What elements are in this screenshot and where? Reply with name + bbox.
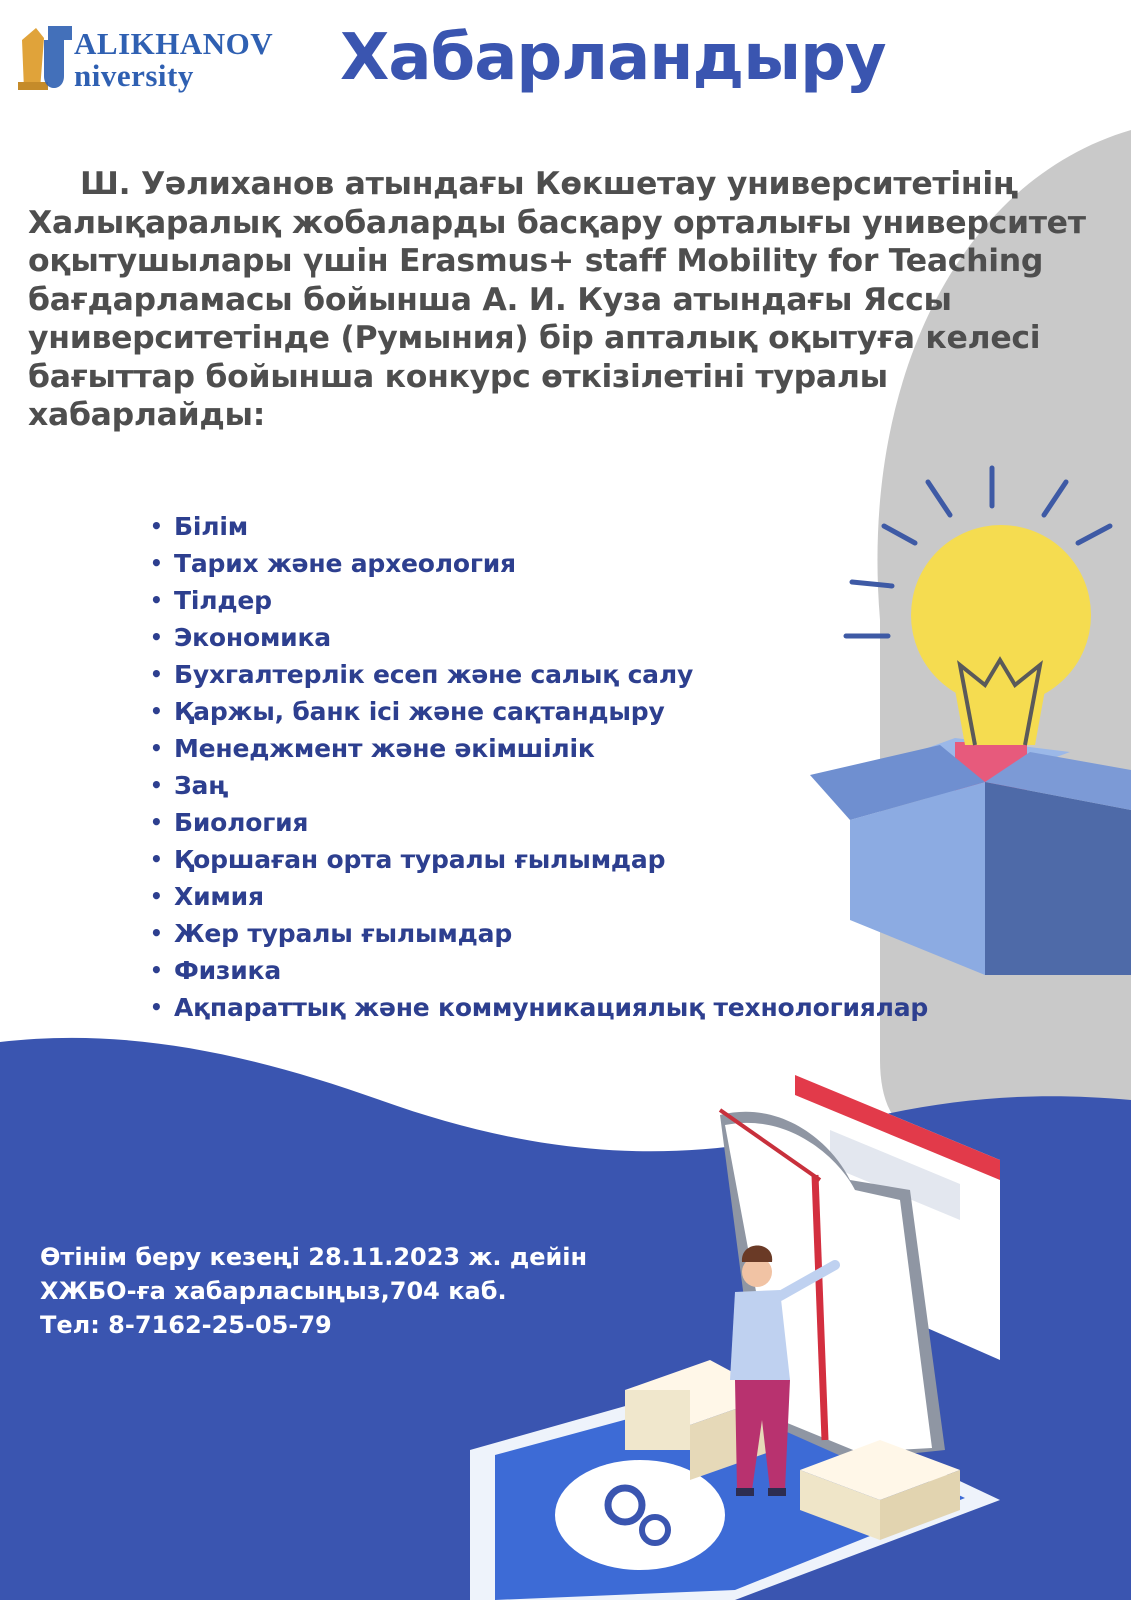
list-item: • Физика [150,952,928,989]
logo-text-line2: niversity [74,58,194,93]
announcement-text: Ш. Уәлиханов атындағы Көкшетау университетінің Халықаралық жобаларды басқару орталығы университет оқытушылары үшін Erasmus+ staff Mobility for Teaching бағдарламасы бойынша А. И. Куза атындағы Яссы университетінде (Румыния) бір апталық оқытуға келесі бағыттар бойынша конкурс өткізілетіні туралы хабарлайды: [28,166,1086,433]
list-item: • Химия [150,878,928,915]
list-item: • Тілдер [150,582,928,619]
list-item: • Қоршаған орта туралы ғылымдар [150,841,928,878]
logo-text-line1: ALIKHANOV [74,26,274,61]
phone-number: Тел: 8-7162-25-05-79 [40,1311,332,1339]
list-item: • Менеджмент және әкімшілік [150,730,928,767]
list-item: • Ақпараттық және коммуникациялық технологиялар [150,989,928,1026]
list-item: • Жер туралы ғылымдар [150,915,928,952]
contact-info [40,1240,587,1342]
list-item: • Бухгалтерлік есеп және салық салу [150,656,928,693]
university-logo [14,20,314,100]
list-item: • Биология [150,804,928,841]
list-item: • Заң [150,767,928,804]
logo-emblem [14,20,74,100]
list-item: • Экономика [150,619,928,656]
list-item: • Қаржы, банк ісі және сақтандыру [150,693,928,730]
page-title: Хабарландыру [340,21,886,95]
office-contact: ХЖБО-ға хабарласыңыз,704 каб. [40,1277,507,1305]
list-item: • Тарих және археология [150,545,928,582]
application-deadline: Өтінім беру кезеңі 28.11.2023 ж. дейін [40,1243,588,1271]
fields-list [150,508,928,1026]
list-item: • Білім [150,508,928,545]
